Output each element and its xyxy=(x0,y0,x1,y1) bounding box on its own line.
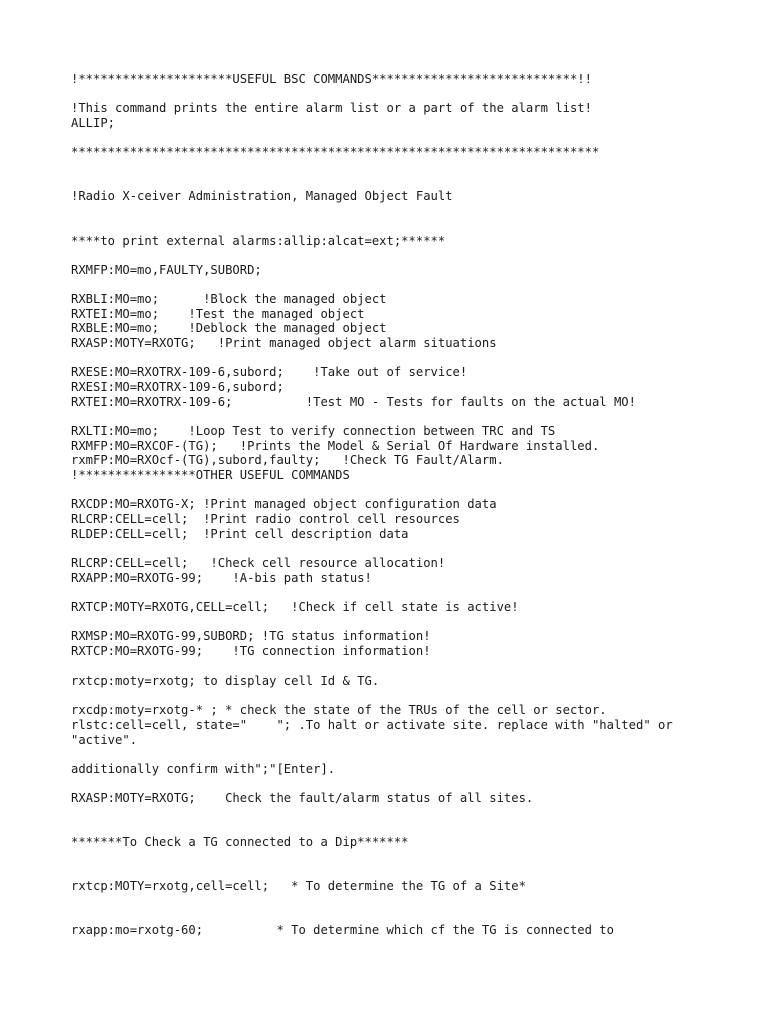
command-line: RXTEI:MO=RXOTRX-109-6; !Test MO - Tests for faults on the actual MO! xyxy=(71,395,636,409)
command-line: RXBLI:MO=mo; !Block the managed object xyxy=(71,292,387,306)
command-line-continued: "active". xyxy=(71,733,138,747)
command-line: RXMFP:MO=RXCOF-(TG); !Prints the Model & Serial Of Hardware installed. xyxy=(71,439,600,453)
command-line: RXTCP:MO=RXOTG-99; !TG connection information! xyxy=(71,644,431,658)
command-line: RXASP:MOTY=RXOTG; Check the fault/alarm status of all sites. xyxy=(71,791,534,805)
command-line: rxmFP:MO=RXOcf-(TG),subord,faulty; !Check TG Fault/Alarm. xyxy=(71,453,504,467)
external-alarms-note: ****to print external alarms:allip:alcat=ext;****** xyxy=(71,234,446,248)
command-line: RLDEP:CELL=cell; !Print cell description data xyxy=(71,527,409,541)
command-line: RXESE:MO=RXOTRX-109-6,subord; !Take out of service! xyxy=(71,365,468,379)
command-line: rxcdp:moty=rxotg-* ; * check the state of the TRUs of the cell or sector. xyxy=(71,703,607,717)
command-line: RLCRP:CELL=cell; !Check cell resource allocation! xyxy=(71,556,446,570)
command-line: rxapp:mo=rxotg-60; * To determine which cf the TG is connected to xyxy=(71,923,614,937)
command-line: RXMSP:MO=RXOTG-99,SUBORD; !TG status information! xyxy=(71,629,431,643)
command-line: RXTEI:MO=mo; !Test the managed object xyxy=(71,307,365,321)
section-heading: !Radio X-ceiver Administration, Managed Object Fault xyxy=(71,189,453,203)
command-line: RXMFP:MO=mo,FAULTY,SUBORD; xyxy=(71,263,262,277)
separator-line: ************************************************************************ xyxy=(71,145,600,159)
section-heading: *******To Check a TG connected to a Dip******* xyxy=(71,835,409,849)
command-line: rxtcp:MOTY=rxotg,cell=cell; * To determine the TG of a Site* xyxy=(71,879,526,893)
command-line: RXLTI:MO=mo; !Loop Test to verify connection between TRC and TS xyxy=(71,424,556,438)
command-line: RLCRP:CELL=cell; !Print radio control cell resources xyxy=(71,512,460,526)
command-line: RXTCP:MOTY=RXOTG,CELL=cell; !Check if cell state is active! xyxy=(71,600,519,614)
command-line: RXBLE:MO=mo; !Deblock the managed object xyxy=(71,321,387,335)
command-line: RXAPP:MO=RXOTG-99; !A-bis path status! xyxy=(71,571,372,585)
document-title-line: !*********************USEFUL BSC COMMANDS****************************!! xyxy=(71,72,592,86)
command-line: ALLIP; xyxy=(71,116,116,130)
command-line: RXASP:MOTY=RXOTG; !Print managed object alarm situations xyxy=(71,336,497,350)
note-line: additionally confirm with";"[Enter]. xyxy=(71,762,336,776)
command-line: RXCDP:MO=RXOTG-X; !Print managed object configuration data xyxy=(71,497,497,511)
command-line: rxtcp:moty=rxotg; to display cell Id & TG. xyxy=(71,674,380,688)
section-heading: !****************OTHER USEFUL COMMANDS xyxy=(71,468,350,482)
command-line: RXESI:MO=RXOTRX-109-6,subord; xyxy=(71,380,284,394)
alarm-list-comment: !This command prints the entire alarm list or a part of the alarm list! xyxy=(71,101,592,115)
command-line: rlstc:cell=cell, state=" "; .To halt or activate site. replace with "halted" or xyxy=(71,718,673,732)
